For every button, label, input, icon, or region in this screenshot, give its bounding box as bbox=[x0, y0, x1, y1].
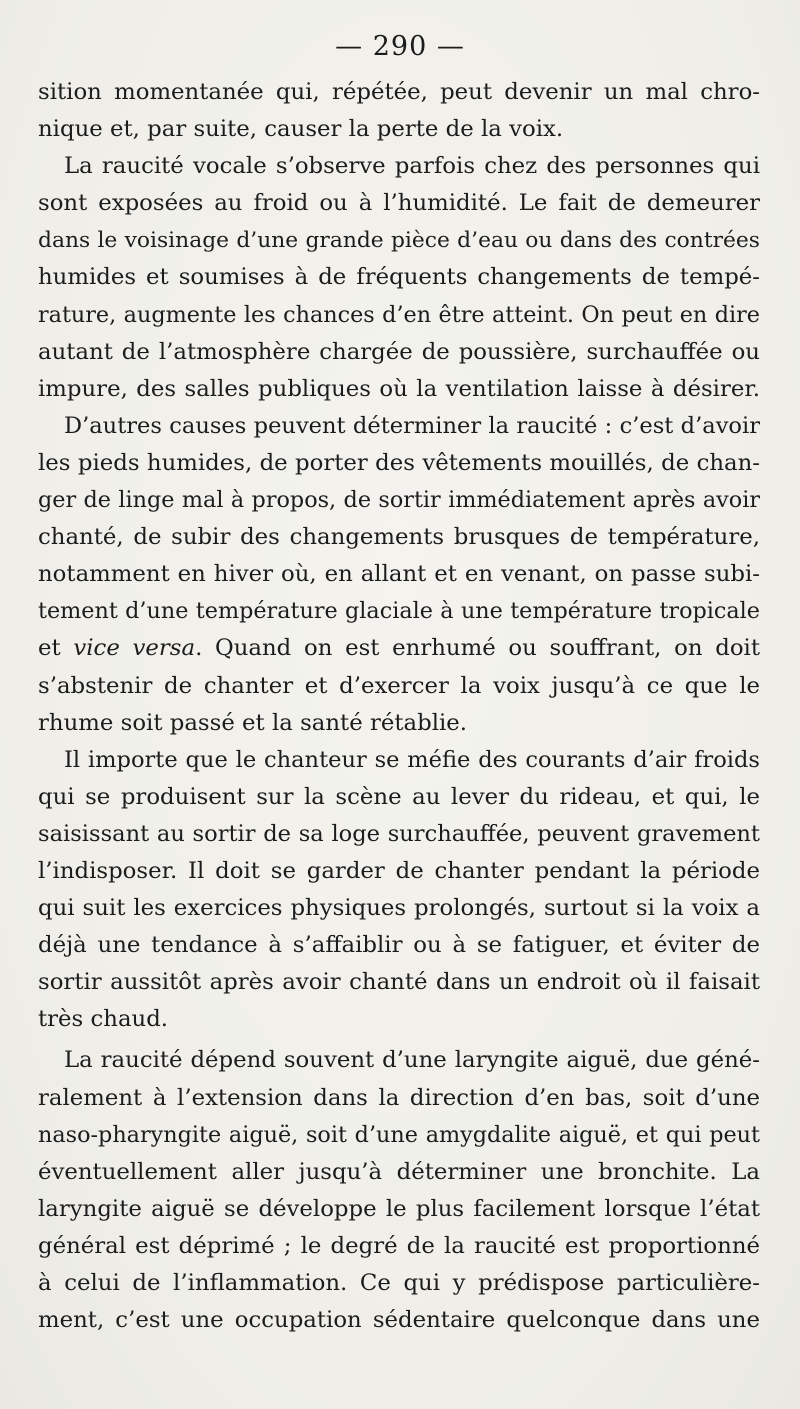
paragraph-2 bbox=[38, 148, 760, 408]
text-line: ralement à l’extension dans la direction d’en bas, soit d’une bbox=[38, 1084, 760, 1111]
paragraph-1 bbox=[38, 74, 760, 148]
text-line: La raucité vocale s’observe parfois chez des personnes qui bbox=[64, 153, 760, 180]
text-line: ger de linge mal à propos, de sortir immédiatement après avoir bbox=[38, 487, 760, 514]
text-line: ment, c’est une occupation sédentaire quelconque dans une bbox=[38, 1307, 760, 1334]
text-line: déjà une tendance à s’affaiblir ou à se fatiguer, et éviter de bbox=[38, 932, 760, 959]
text-fragment: . Quand on est enrhumé ou souffrant, on doit bbox=[195, 635, 761, 662]
text-line: saisissant au sortir de sa loge surchauffée, peuvent gravement bbox=[38, 820, 760, 847]
text-line: nique et, par suite, causer la perte de la voix. bbox=[38, 116, 564, 143]
text-line: sont exposées au froid ou à l’humidité. Le fait de demeurer bbox=[38, 190, 760, 217]
text-line: chanté, de subir des changements brusques de température, bbox=[38, 524, 760, 551]
text-line: sortir aussitôt après avoir chanté dans un endroit où il faisait bbox=[38, 969, 760, 996]
text-line: La raucité dépend souvent d’une laryngite aiguë, due géné- bbox=[64, 1047, 760, 1074]
text-fragment: et bbox=[38, 635, 61, 662]
text-line: dans le voisinage d’une grande pièce d’eau ou dans des contrées bbox=[38, 228, 760, 254]
text-line: Il importe que le chanteur se méfie des courants d’air froids bbox=[64, 746, 760, 773]
text-line: s’abstenir de chanter et d’exercer la voix jusqu’à ce que le bbox=[38, 672, 760, 699]
text-line: qui suit les exercices physiques prolongés, surtout si la voix a bbox=[38, 895, 760, 922]
text-line: général est déprimé ; le degré de la raucité est proportionné bbox=[38, 1232, 760, 1259]
text-line: naso-pharyngite aiguë, soit d’une amygdalite aiguë, et qui peut bbox=[38, 1121, 760, 1148]
text-line: sition momentanée qui, répétée, peut devenir un mal chro- bbox=[38, 79, 760, 105]
text-line: rhume soit passé et la santé rétablie. bbox=[38, 709, 468, 736]
text-line: l’indisposer. Il doit se garder de chanter pendant la période bbox=[38, 857, 760, 884]
text-line: impure, des salles publiques où la ventilation laisse à désirer. bbox=[38, 375, 760, 402]
body-text bbox=[38, 74, 760, 1339]
text-line: autant de l’atmosphère chargée de poussière, surchauffée ou bbox=[38, 338, 760, 365]
text-line: les pieds humides, de porter des vêtements mouillés, de chan- bbox=[38, 449, 760, 476]
paragraph-5 bbox=[38, 1042, 760, 1339]
page-number: — 290 — bbox=[335, 31, 465, 62]
paragraph-4 bbox=[38, 742, 760, 1039]
text-line-with-italic bbox=[38, 630, 760, 667]
text-line: D’autres causes peuvent déterminer la raucité : c’est d’avoir bbox=[64, 412, 760, 439]
text-line: tement d’une température glaciale à une température tropicale bbox=[38, 598, 760, 625]
text-line: humides et soumises à de fréquents changements de tempé- bbox=[38, 264, 760, 291]
text-line: qui se produisent sur la scène au lever du rideau, et qui, le bbox=[38, 783, 760, 810]
text-line: rature, augmente les chances d’en être atteint. On peut en dire bbox=[38, 301, 760, 328]
text-line: à celui de l’inflammation. Ce qui y prédispose particulière- bbox=[38, 1270, 760, 1296]
paragraph-3 bbox=[38, 408, 760, 742]
text-line: laryngite aiguë se développe le plus facilement lorsque l’état bbox=[38, 1195, 760, 1222]
text-line: notamment en hiver où, en allant et en venant, on passe subi- bbox=[38, 561, 760, 588]
italic-phrase: vice versa bbox=[73, 635, 196, 662]
text-line: très chaud. bbox=[38, 1006, 169, 1033]
text-line: éventuellement aller jusqu’à déterminer une bronchite. La bbox=[38, 1158, 760, 1185]
